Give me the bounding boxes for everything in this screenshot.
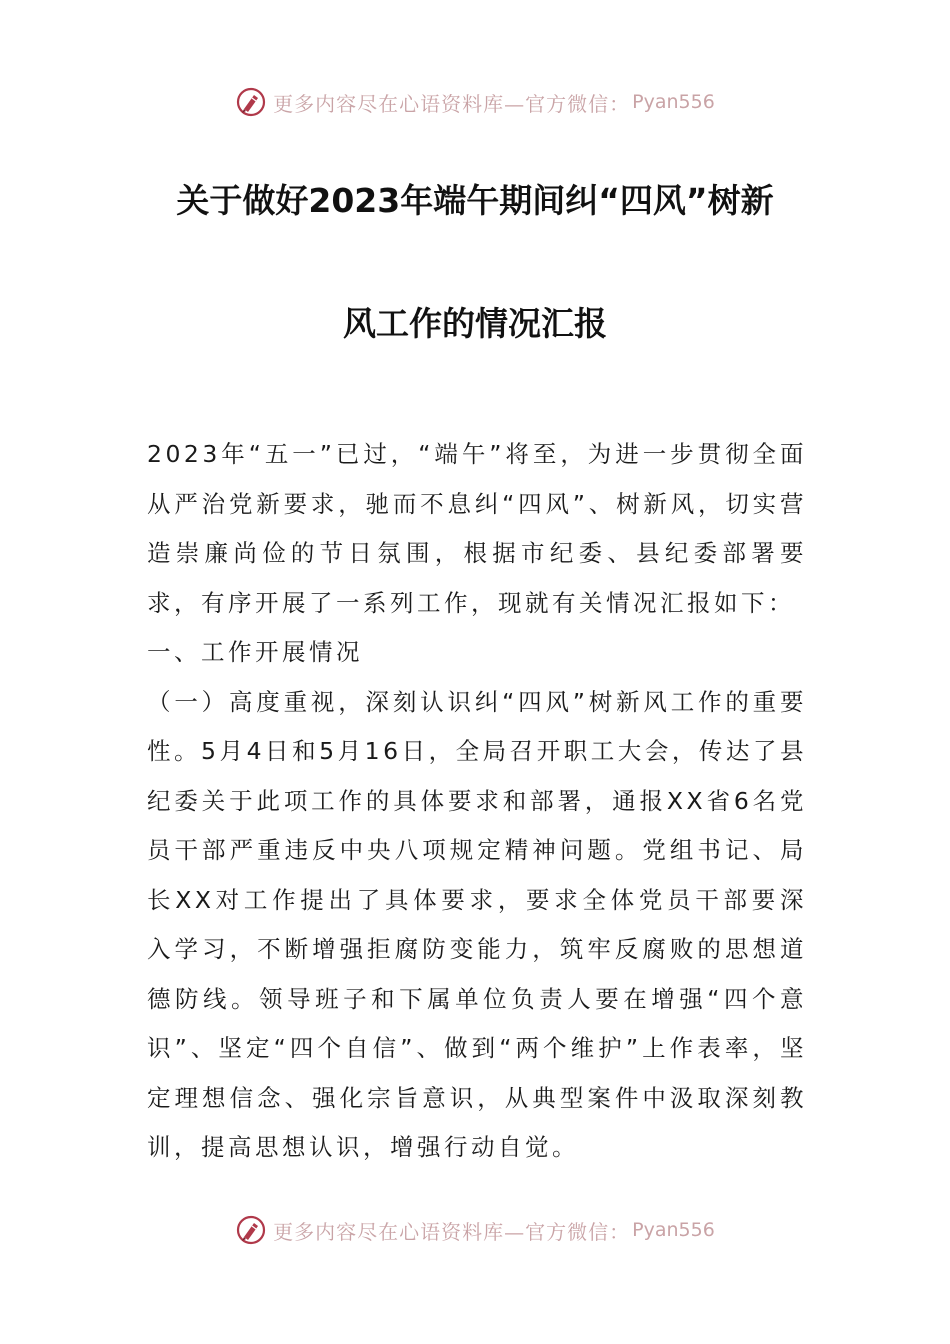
pen-nib-icon — [235, 1214, 267, 1246]
watermark-banner-top — [0, 82, 950, 122]
intro-paragraph: 2023年“五一”已过，“端午”将至，为进一步贯彻全面从严治党新要求，驰而不息纠“四风”、树新风，切实营造崇廉尚俭的节日氛围，根据市纪委、县纪委部署要求，有序开展了一系列工作，现就有关情况汇报如下： — [147, 440, 807, 617]
watermark-text: 更多内容尽在心语资料库—官方微信： — [273, 1219, 631, 1244]
watermark-contact: Pyan556 — [632, 1219, 715, 1241]
subsection-paragraph: （一）高度重视，深刻认识纠“四风”树新风工作的重要性。5月4日和5月16日，全局召开职工大会，传达了县纪委关于此项工作的具体要求和部署，通报XX省6名党员干部严重违反中央八项规定精神问题。党组书记、局长XX对工作提出了具体要求，要求全体党员干部要深入学习，不断增强拒腐防变能力，筑牢反腐败的思想道德防线。领导班子和下属单位负责人要在增强“四个意识”、坚定“四个自信”、做到“两个维护”上作表率，坚定理想信念、强化宗旨意识，从典型案件中汲取深刻教训，提高思想认识，增强行动自觉。 — [147, 687, 807, 1161]
document-title-line-1: 关于做好2023年端午期间纠“四风”树新 — [176, 181, 774, 220]
watermark-text: 更多内容尽在心语资料库—官方微信： — [273, 91, 631, 116]
section-heading: 一、工作开展情况 — [147, 638, 363, 666]
watermark-contact: Pyan556 — [632, 91, 715, 113]
pen-nib-icon — [235, 86, 267, 118]
document-title-line-2: 风工作的情况汇报 — [343, 304, 607, 343]
document-body — [147, 430, 807, 1173]
watermark-banner-bottom — [0, 1210, 950, 1250]
